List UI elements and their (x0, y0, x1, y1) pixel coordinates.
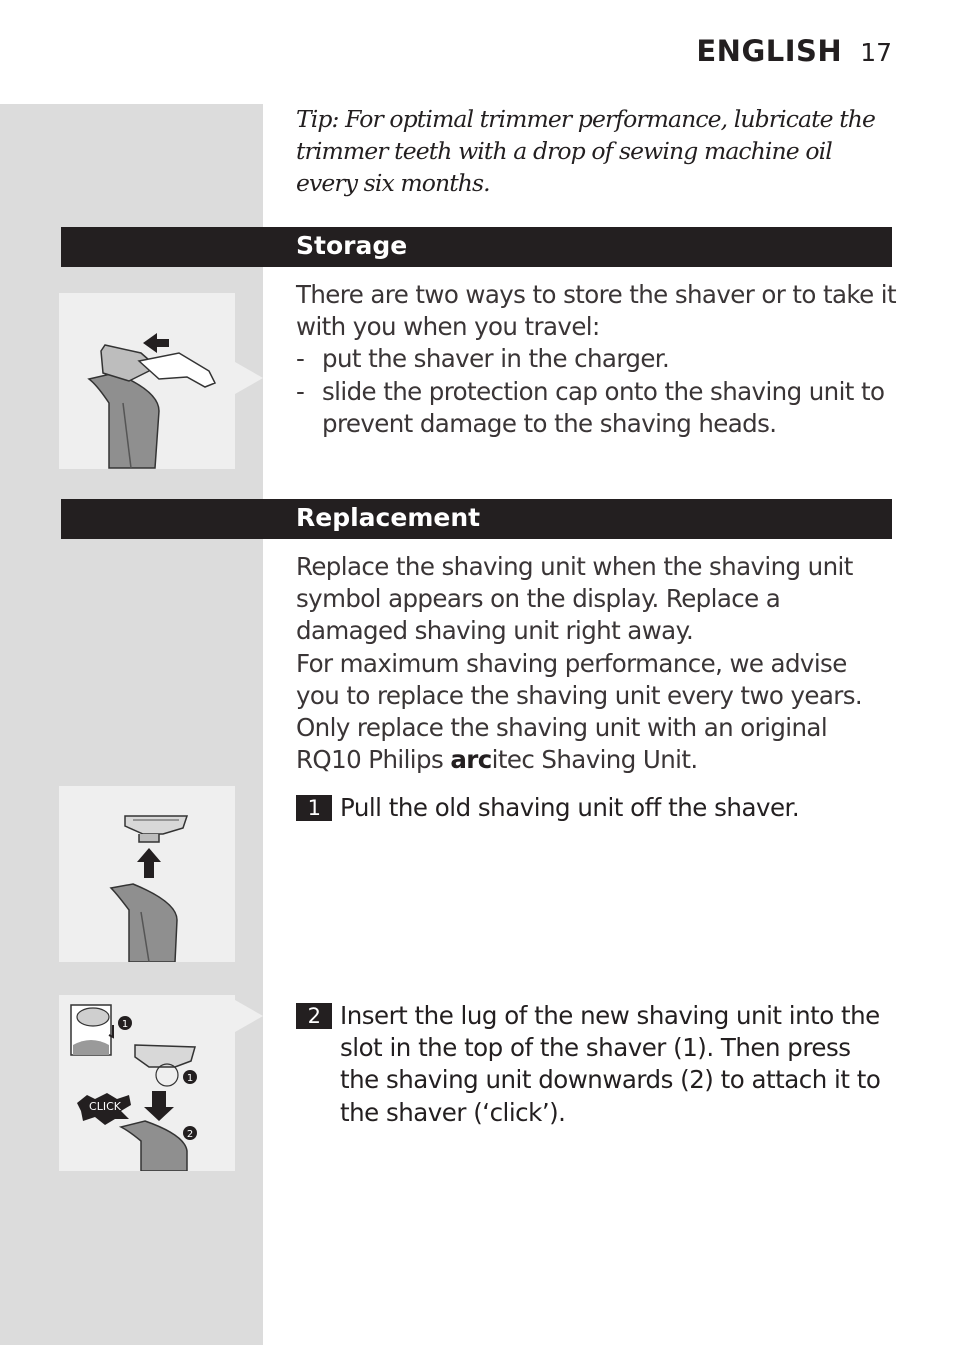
para3-after: itec Shaving Unit. (491, 745, 698, 775)
replacement-text (296, 551, 896, 776)
storage-list (296, 343, 896, 440)
storage-intro: There are two ways to store the shaver or to take it with you when you travel: (296, 280, 897, 342)
brand-arc: arc (450, 745, 492, 775)
insert-pointer (235, 1000, 263, 1032)
step-text: Insert the lug of the new shaving unit into the slot in the top of the shaver (1). Then press the shaving unit downwards (2) to attach it to the shaver (‘click’). (340, 1001, 881, 1127)
shaver-with-protection-cap-icon (59, 293, 235, 469)
step-1 (296, 792, 896, 824)
storage-illustration (59, 293, 235, 469)
section-title-storage: Storage (296, 231, 408, 260)
storage-text (296, 279, 896, 440)
replacement-para-1: Replace the shaving unit when the shaving unit symbol appears on the display. Replace a damaged shaving unit right away. (296, 552, 853, 646)
list-item: - slide the protection cap onto the shaving unit to prevent damage to the shaving heads. (296, 376, 896, 440)
replacement-para-2: For maximum shaving performance, we advise you to replace the shaving unit every two years. (296, 648, 863, 710)
callout-2: 2 (186, 1129, 194, 1140)
storage-pointer (235, 362, 263, 394)
tip-text: Tip: For optimal trimmer performance, lubricate the trimmer teeth with a drop of sewing machine oil every six months. (296, 105, 876, 198)
list-item: - put the shaver in the charger. (296, 343, 896, 375)
step-number: 1 (296, 795, 332, 821)
insert-illustration (59, 995, 235, 1171)
para3-before: Only replace the shaving unit with an original RQ10 Philips (296, 713, 828, 775)
replacement-para-3 (296, 712, 896, 776)
page-number: 17 (860, 38, 892, 67)
language-label: ENGLISH (696, 34, 843, 68)
callout-1-bottom: 1 (186, 1073, 194, 1084)
step-text: Pull the old shaving unit off the shaver. (340, 793, 800, 822)
click-label: CLICK (89, 1100, 121, 1113)
step-number: 2 (296, 1003, 332, 1029)
shaver-unit-insertion-icon (59, 995, 235, 1171)
section-bar-storage (61, 227, 892, 267)
page-header (696, 34, 892, 68)
step-2 (296, 1000, 896, 1129)
section-title-replacement: Replacement (296, 503, 481, 532)
section-bar-replacement (61, 499, 892, 539)
remove-illustration (59, 786, 235, 962)
shaver-unit-removal-icon (59, 786, 235, 962)
callout-1-top: 1 (121, 1019, 129, 1030)
